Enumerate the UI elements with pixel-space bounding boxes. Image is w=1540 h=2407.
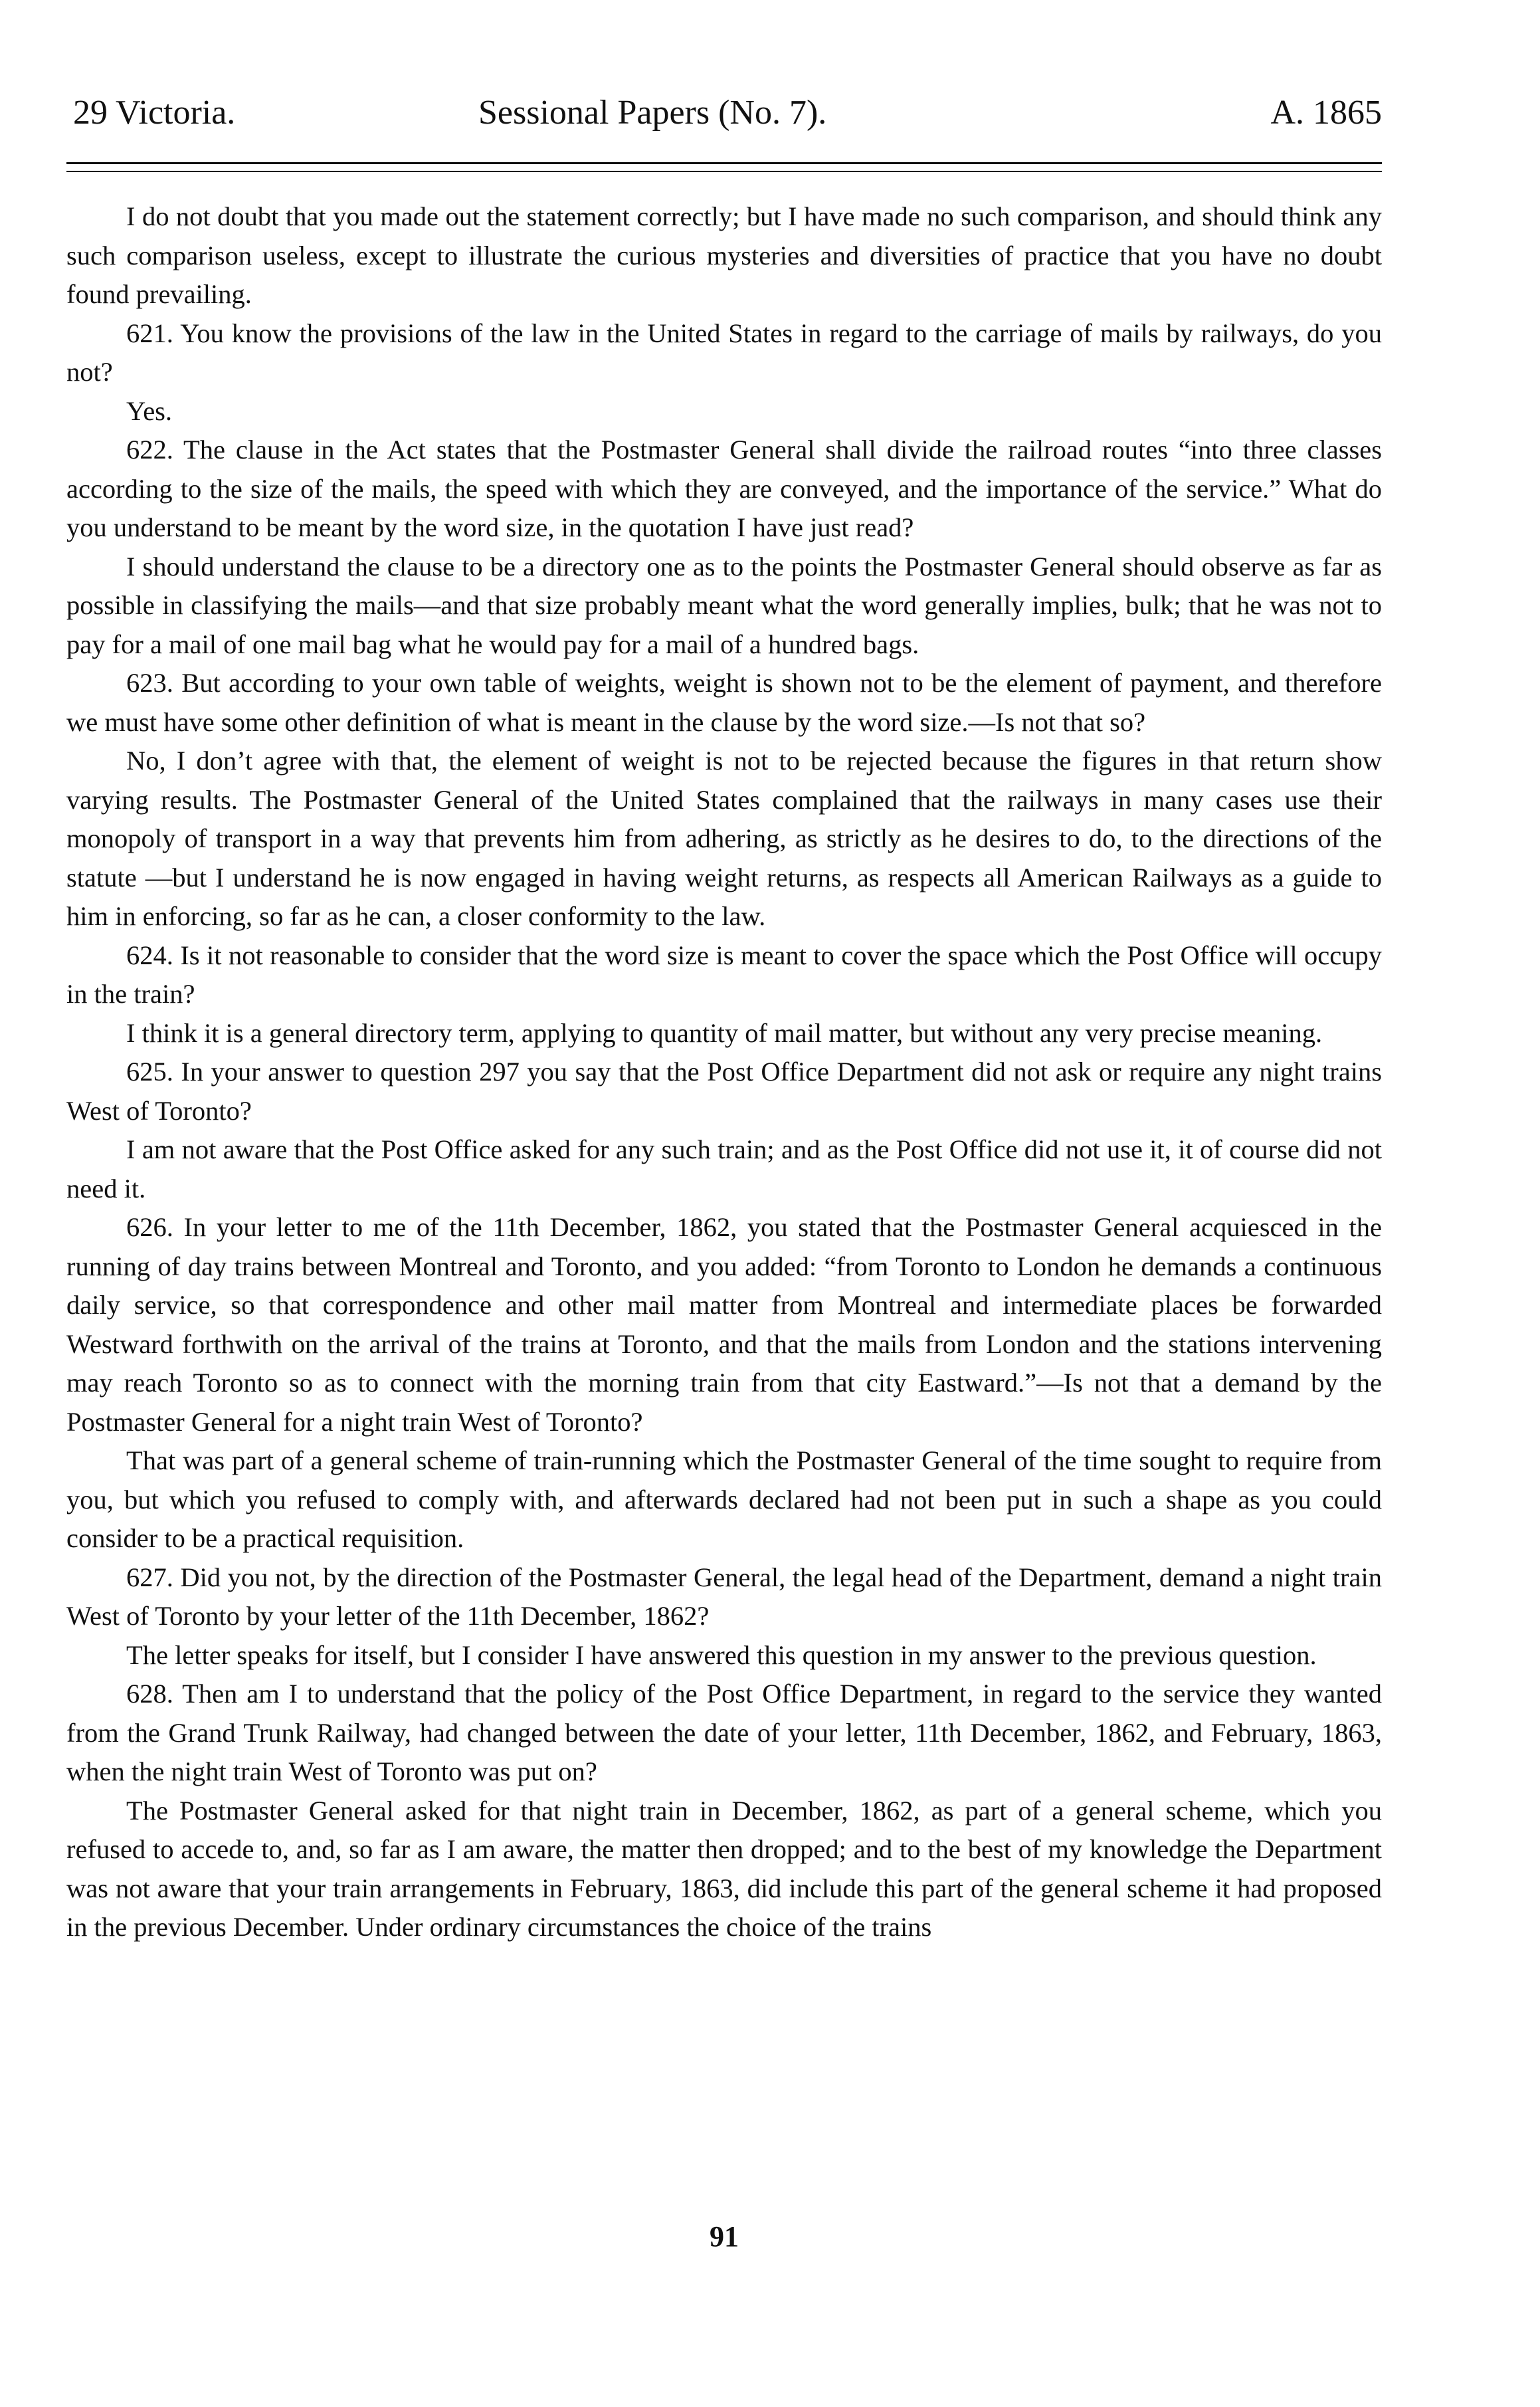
paragraph: 625. In your answer to question 297 you say that the Post Office Department did not ask or require any night trains West of Toronto? [66,1057,1382,1126]
paragraph: The letter speaks for itself, but I consider I have answered this question in my answer to the previous question. [126,1639,1317,1670]
paragraph: I should understand the clause to be a directory one as to the points the Postmaster General should observe as far as possible in classifying the mails—and that size probably meant what the word generally implies, bulk; that he was not to pay for a mail of one mail bag what he would pay for a mail of a hundred bags. [66,551,1382,659]
header-rule [66,162,1382,164]
paragraph: I am not aware that the Post Office asked for any such train; and as the Post Office did not use it, it of course did not need it. [66,1134,1382,1204]
running-header [66,73,1382,153]
paragraph: That was part of a general scheme of train-running which the Postmaster General of the time sought to require from you, but which you refused to comply with, and afterwards declared had not been put in such a shape as you could consider to be a practical requisition. [66,1445,1382,1553]
paragraph: 628. Then am I to understand that the policy of the Post Office Department, in regard to the service they wanted from the Grand Trunk Railway, had changed between the date of your letter, 11th December, 1862, and February, 1863, when the night train West of Toronto was put on? [66,1679,1382,1786]
header-volume: 29 Victoria. [73,94,236,132]
document-page [66,73,1382,2366]
paragraph: 623. But according to your own table of weights, weight is shown not to be the element of payment, and therefore we must have some other definition of what is meant in the clause by the word size.—Is not that so? [66,668,1382,737]
paragraph: 621. You know the provisions of the law in the United States in regard to the carriage of mails by railways, do you not? [66,318,1382,387]
paragraph: I do not doubt that you made out the statement correctly; but I have made no such comparison, and should think any such comparison useless, except to illustrate the curious mysteries and diversities of practice that you have no doubt found prevailing. [66,201,1382,309]
paragraph: 624. Is it not reasonable to consider that the word size is meant to cover the space which the Post Office will occupy in the train? [66,940,1382,1009]
paragraph: 622. The clause in the Act states that the Postmaster General shall divide the railroad routes “into three classes according to the size of the mails, the speed with which they are conveyed, and the importance of the service.” What do you understand to be meant by the word size, in the quotation I have just read? [66,435,1382,542]
page-number: 91 [710,2220,739,2253]
header-title: Sessional Papers (No. 7). [478,94,827,132]
paragraph: 626. In your letter to me of the 11th December, 1862, you stated that the Postmaster General acquiesced in the running of day trains between Montreal and Toronto, and you added: “from Toronto to London he demands a continuous daily service, so that correspondence and other mail matter from Montreal and intermediate places be forwarded Westward forthwith on the arrival of the trains at Toronto, and that the mails from London and the stations intervening may reach Toronto so as to connect with the morning train from that city Eastward.”—Is not that a demand by the Postmaster General for a night train West of Toronto? [66,1212,1382,1437]
header-rule-secondary [66,171,1382,172]
paragraph: 627. Did you not, by the direction of the Postmaster General, the legal head of the Department, demand a night train West of Toronto by your letter of the 11th December, 1862? [66,1562,1382,1631]
paragraph: No, I don’t agree with that, the element of weight is not to be rejected because the figures in that return show varying results. The Postmaster General of the United States complained that the railways in many cases use their monopoly of transport in a way that prevents him from adhering, as strictly as he desires to do, to the directions of the statute —but I understand he is now engaged in having weight returns, as respects all American Railways as a guide to him in enforcing, so far as he can, a closer conformity to the law. [66,746,1382,931]
header-year: A. 1865 [1270,94,1382,132]
body-text [66,197,1382,1947]
paragraph: Yes. [126,395,173,426]
paragraph: The Postmaster General asked for that night train in December, 1862, as part of a general scheme, which you refused to accede to, and, so far as I am aware, the matter then dropped; and to the best of my knowledge the Department was not aware that your train arrangements in February, 1863, did include this part of the general scheme it had proposed in the previous December. Under ordinary circumstances the choice of the trains [66,1795,1382,1942]
paragraph: I think it is a general directory term, applying to quantity of mail matter, but without any very precise meaning. [126,1017,1323,1048]
